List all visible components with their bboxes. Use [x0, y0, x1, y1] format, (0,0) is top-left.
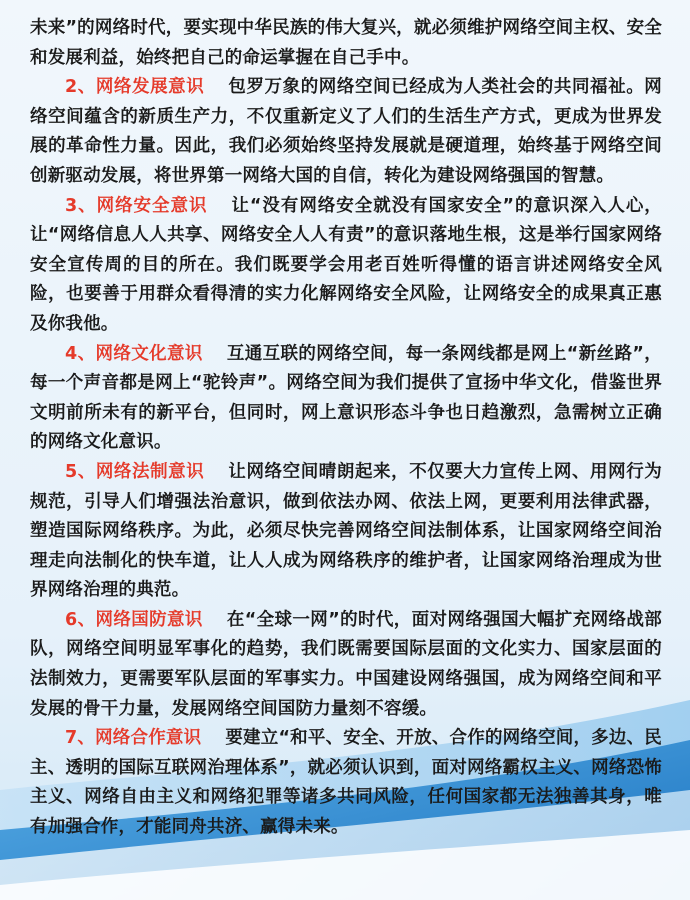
intro-paragraph [30, 14, 662, 73]
section-network-culture [30, 340, 662, 458]
section-network-defense [30, 606, 662, 724]
section-network-law [30, 458, 662, 606]
section-body: 在“全球一网”的时代，面对网络强国大幅扩充网络战部队，网络空间明显军事化的趋势，我们既需要国际层面的文化实力、国家层面的法制效力，更需要军队层面的军事实力。中国建设网络强国，成为网络空间和平发展的骨干力量，发展网络空间国防力量刻不容缓。 [30, 609, 662, 719]
section-network-development [30, 73, 662, 191]
section-body: 要建立“和平、安全、开放、合作的网络空间，多边、民主、透明的国际互联网治理体系”，就必须认识到，面对网络霸权主义、网络恐怖主义、网络自由主义和网络犯罪等诸多共同风险，任何国家都无法独善其身，唯有加强合作，才能同舟共济、赢得未来。 [30, 728, 663, 838]
section-network-security [30, 192, 662, 340]
section-heading: 2、网络发展意识 [65, 77, 205, 98]
section-heading: 7、网络合作意识 [65, 728, 202, 749]
section-heading: 4、网络文化意识 [65, 343, 203, 364]
section-body: 互通互联的网络空间，每一条网线都是网上“新丝路”，每一个声音都是网上“驼铃声”。网络空间为我们提供了宣扬中华文化，借鉴世界文明前所未有的新平台，但同时，网上意识形态斗争也日趋激烈，急需树立正确的网络文化意识。 [30, 343, 662, 453]
section-body: 让网络空间晴朗起来，不仅要大力宣传上网、用网行为规范，引导人们增强法治意识，做到依法办网、依法上网，更要利用法律武器，塑造国际网络秩序。为此，必须尽快完善网络空间法制体系，让国家网络空间治理走向法制化的快车道，让人人成为网络秩序的维护者，让国家网络治理成为世界网络治理的典范。 [30, 461, 662, 601]
section-heading: 5、网络法制意识 [65, 461, 205, 482]
intro-text: 未来”的网络时代，要实现中华民族的伟大复兴，就必须维护网络空间主权、安全和发展利益，始终把自己的命运掌握在自己手中。 [30, 18, 662, 68]
section-body: 包罗万象的网络空间已经成为人类社会的共同福祉。网络空间蕴含的新质生产力，不仅重新定义了人们的生活生产方式，更成为世界发展的革命性力量。因此，我们必须始终坚持发展就是硬道理，始终基于网络空间创新驱动发展，将世界第一网络大国的自信，转化为建设网络强国的智慧。 [30, 77, 662, 186]
section-body: 让“没有网络安全就没有国家安全”的意识深入人心，让“网络信息人人共享、网络安全人人有责”的意识落地生根，这是举行国家网络安全宣传周的目的所在。我们既要学会用老百姓听得懂的语言讲述网络安全风险，也要善于用群众看得清的实力化解网络安全风险，让网络安全的成果真正惠及你我他。 [30, 195, 662, 334]
section-heading: 3、网络安全意识 [65, 195, 208, 216]
section-network-cooperation [30, 724, 662, 842]
section-heading: 6、网络国防意识 [65, 609, 203, 630]
